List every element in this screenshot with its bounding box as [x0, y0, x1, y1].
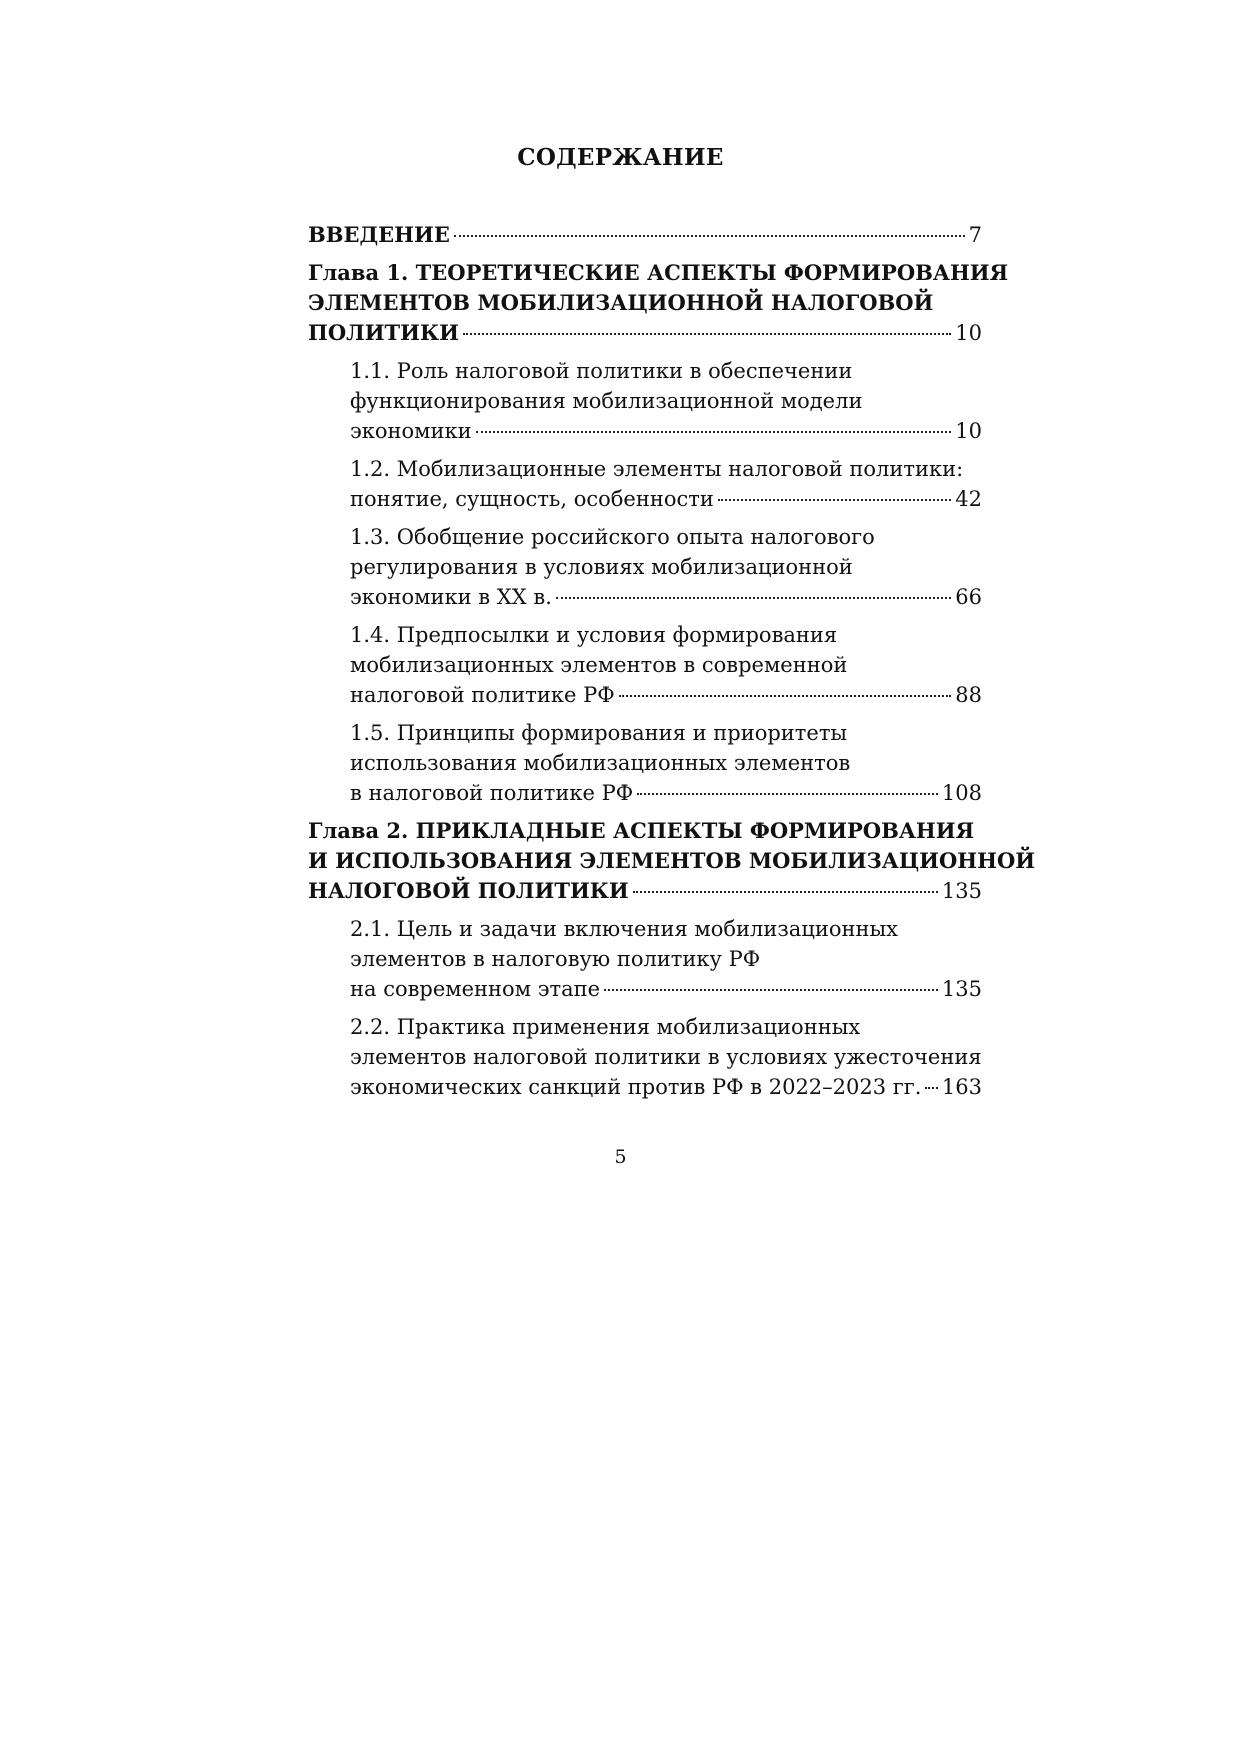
toc-entry-line: ВВЕДЕНИЕ	[308, 222, 450, 247]
toc-page-ref: 10	[955, 419, 982, 443]
toc-entry-last-line	[350, 416, 982, 446]
toc-entry-line: 2.2. Практика применения мобилизационных	[350, 1015, 861, 1039]
toc-entry-line: Глава 1. ТЕОРЕТИЧЕСКИЕ АСПЕКТЫ ФОРМИРОВАНИЯ	[308, 260, 1009, 285]
toc-entry-line: экономики в ХХ в.	[350, 585, 552, 609]
toc-entry-last-line	[350, 1072, 982, 1102]
toc-entry-line: экономических санкций против РФ в 2022–2023 гг.	[350, 1075, 922, 1099]
toc-section-entry[interactable]	[308, 620, 982, 710]
toc-entry-line: экономики	[350, 419, 472, 443]
toc-page-ref: 42	[955, 487, 982, 511]
toc-entry-line: элементов в налоговую политику РФ	[350, 947, 761, 971]
toc-entry-last-line	[308, 318, 982, 348]
toc-entry-last-line	[350, 484, 982, 514]
dot-leader	[637, 793, 938, 795]
dot-leader	[463, 333, 951, 335]
toc-page-ref: 135	[941, 879, 982, 903]
toc-entry-line: функционирования мобилизационной модели	[350, 389, 863, 413]
toc-entry-line: ЭЛЕМЕНТОВ МОБИЛИЗАЦИОННОЙ НАЛОГОВОЙ	[308, 290, 934, 315]
page-title: СОДЕРЖАНИЕ	[517, 144, 724, 171]
toc-entry-line: 1.4. Предпосылки и условия формирования	[350, 623, 838, 647]
toc-page-ref: 108	[941, 781, 982, 805]
toc-entry-line: Глава 2. ПРИКЛАДНЫЕ АСПЕКТЫ ФОРМИРОВАНИЯ	[308, 818, 975, 843]
toc-entry-last-line	[350, 582, 982, 612]
toc-page-ref: 7	[968, 223, 982, 247]
dot-leader	[925, 1087, 937, 1089]
page-number: 5	[614, 1146, 627, 1168]
toc-entry-line: понятие, сущность, особенности	[350, 487, 714, 511]
dot-leader	[718, 499, 951, 501]
toc-entry-line: 1.1. Роль налоговой политики в обеспечении	[350, 359, 853, 383]
toc-entry-last-line	[350, 778, 982, 808]
toc-chapter-entry[interactable]	[308, 220, 982, 250]
toc-entry-line: ПОЛИТИКИ	[308, 320, 459, 345]
toc-entry-line: регулирования в условиях мобилизационной	[350, 555, 853, 579]
dot-leader	[556, 597, 951, 599]
toc-page-ref: 163	[941, 1075, 982, 1099]
toc-entry-line: в налоговой политике РФ	[350, 781, 634, 805]
toc-section-entry[interactable]	[308, 356, 982, 446]
toc-entry-line: НАЛОГОВОЙ ПОЛИТИКИ	[308, 878, 629, 903]
toc-entry-line: 1.2. Мобилизационные элементы налоговой политики:	[350, 457, 964, 481]
toc-chapter-entry[interactable]	[308, 816, 1036, 906]
dot-leader	[476, 431, 952, 433]
toc-section-entry[interactable]	[308, 522, 982, 612]
toc-page-ref: 135	[941, 977, 982, 1001]
table-of-contents	[308, 220, 1036, 1110]
dot-leader	[454, 235, 965, 237]
toc-entry-line: использования мобилизационных элементов	[350, 751, 851, 775]
toc-chapter-entry[interactable]	[308, 258, 1009, 348]
toc-entry-line: 1.3. Обобщение российского опыта налогового	[350, 525, 875, 549]
toc-entry-line: налоговой политике РФ	[350, 683, 615, 707]
toc-section-entry[interactable]	[308, 914, 982, 1004]
dot-leader	[633, 891, 938, 893]
toc-entry-line: И ИСПОЛЬЗОВАНИЯ ЭЛЕМЕНТОВ МОБИЛИЗАЦИОННОЙ	[308, 848, 1036, 873]
toc-entry-line: мобилизационных элементов в современной	[350, 653, 848, 677]
toc-section-entry[interactable]	[308, 718, 982, 808]
toc-page-ref: 10	[955, 321, 982, 345]
toc-entry-line: 2.1. Цель и задачи включения мобилизационных	[350, 917, 899, 941]
toc-entry-last-line	[308, 876, 982, 906]
dot-leader	[604, 989, 938, 991]
toc-entry-line: 1.5. Принципы формирования и приоритеты	[350, 721, 848, 745]
toc-entry-last-line	[308, 220, 982, 250]
toc-section-entry[interactable]	[308, 454, 982, 514]
toc-entry-line: элементов налоговой политики в условиях ужесточения	[350, 1045, 982, 1069]
toc-page-ref: 88	[955, 683, 982, 707]
toc-entry-last-line	[350, 680, 982, 710]
toc-section-entry[interactable]	[308, 1012, 982, 1102]
toc-page-ref: 66	[955, 585, 982, 609]
toc-entry-line: на современном этапе	[350, 977, 601, 1001]
toc-entry-last-line	[350, 974, 982, 1004]
dot-leader	[619, 695, 952, 697]
